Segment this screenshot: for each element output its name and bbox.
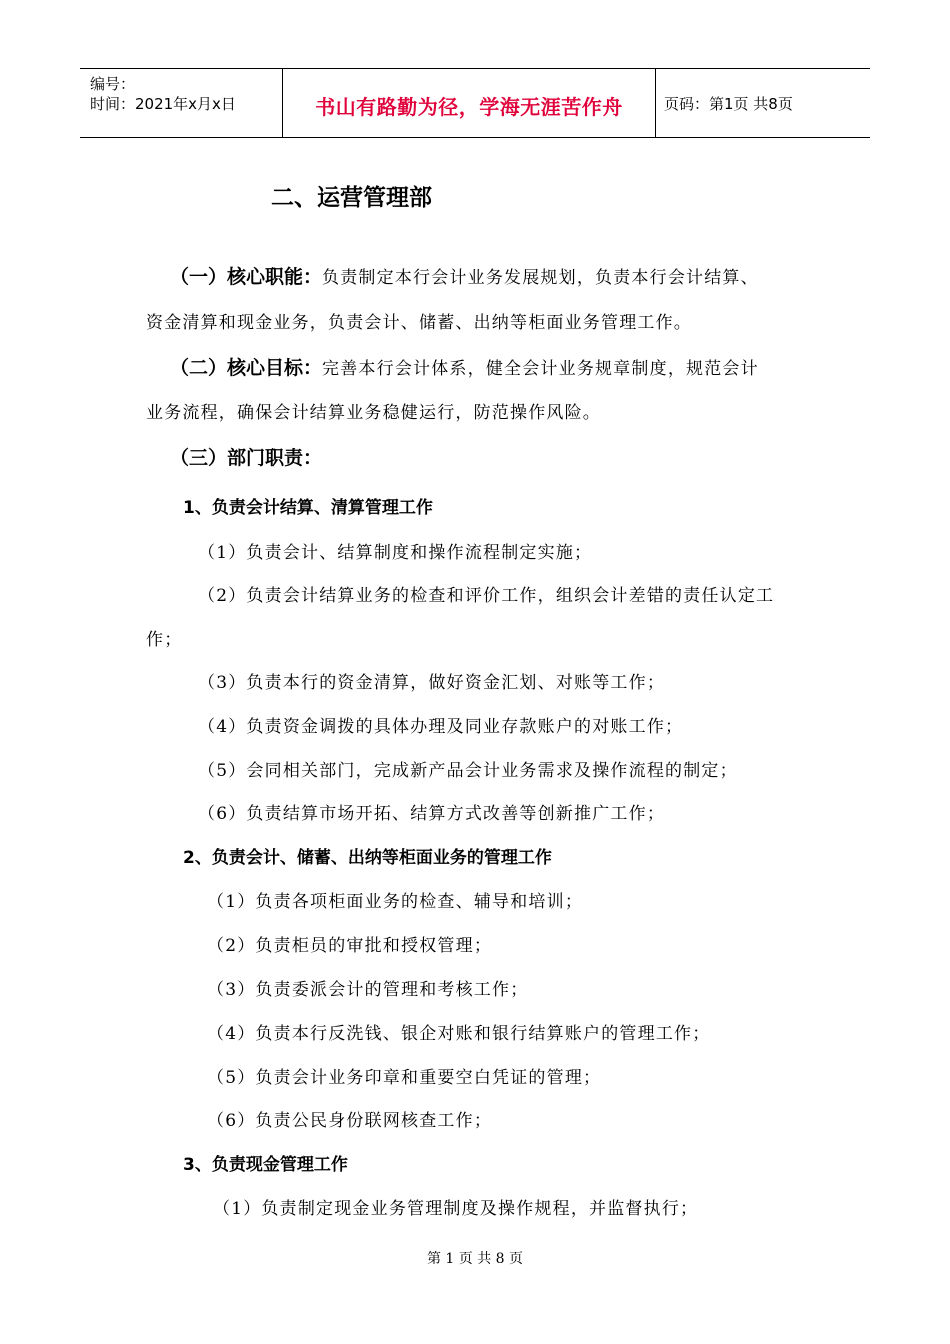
core-goal-label: （二）核心目标：: [170, 357, 323, 379]
core-goal-text1: 完善本行会计体系，健全会计业务规章制度，规范会计: [322, 359, 759, 379]
page-title: 二、运营管理部: [271, 185, 432, 211]
list-item: （6）负责公民身份联网核查工作；: [207, 1111, 493, 1131]
header-page-cell: [655, 69, 870, 137]
core-function-line1: [170, 262, 759, 289]
header-meta-cell: [80, 69, 282, 137]
list-item: （4）负责本行反洗钱、银企对账和银行结算账户的管理工作；: [207, 1024, 711, 1044]
motto: 书山有路勤为径，学海无涯苦作舟: [315, 95, 623, 119]
page-info: 页码：第1页 共8页: [664, 95, 793, 113]
list-item: （1）负责会计、结算制度和操作流程制定实施；: [198, 543, 593, 563]
header-motto-cell: [282, 69, 656, 137]
list-item: （2）负责会计结算业务的检查和评价工作，组织会计差错的责任认定工: [198, 586, 775, 606]
code-label: 编号：: [90, 75, 136, 93]
page-header: [80, 68, 870, 138]
core-function-label: （一）核心职能：: [170, 266, 323, 288]
list-item: （4）负责资金调拨的具体办理及同业存款账户的对账工作；: [198, 717, 684, 737]
core-function-text2: 资金清算和现金业务，负责会计、储蓄、出纳等柜面业务管理工作。: [146, 313, 692, 333]
section-heading: 2、负责会计、储蓄、出纳等柜面业务的管理工作: [183, 848, 552, 868]
list-item: （3）负责本行的资金清算，做好资金汇划、对账等工作；: [198, 673, 666, 693]
list-item: （1）负责各项柜面业务的检查、辅导和培训；: [207, 892, 584, 912]
page-footer: 第 1 页 共 8 页: [426, 1251, 524, 1267]
list-item: （5）会同相关部门，完成新产品会计业务需求及操作流程的制定；: [198, 761, 738, 781]
section-heading: 1、负责会计结算、清算管理工作: [183, 498, 433, 518]
list-item: 作；: [146, 630, 183, 650]
core-goal-text2: 业务流程，确保会计结算业务稳健运行，防范操作风险。: [146, 403, 601, 423]
core-goal-line1: [170, 353, 759, 380]
list-item: （1）负责制定现金业务管理制度及操作规程，并监督执行；: [213, 1199, 699, 1219]
section-heading: 3、负责现金管理工作: [183, 1155, 348, 1175]
list-item: （2）负责柜员的审批和授权管理；: [207, 936, 493, 956]
list-item: （5）负责会计业务印章和重要空白凭证的管理；: [207, 1068, 602, 1088]
core-function-text1: 负责制定本行会计业务发展规划，负责本行会计结算、: [322, 268, 759, 288]
dept-duties-label: （三）部门职责：: [170, 447, 323, 469]
list-item: （6）负责结算市场开拓、结算方式改善等创新推广工作；: [198, 804, 666, 824]
time-label: 时间：2021年x月x日: [90, 95, 236, 113]
list-item: （3）负责委派会计的管理和考核工作；: [207, 980, 529, 1000]
